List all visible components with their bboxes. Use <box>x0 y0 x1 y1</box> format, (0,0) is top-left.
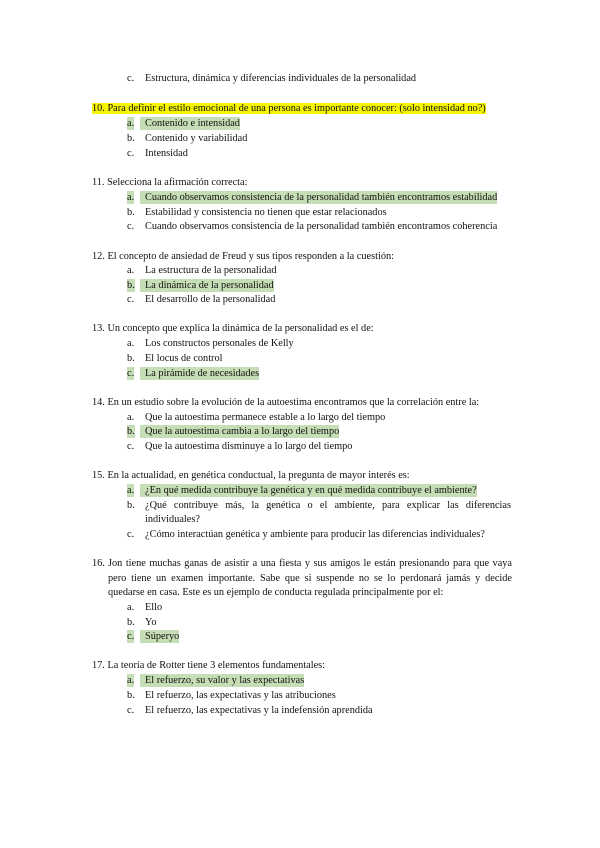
option-letter: a. <box>127 485 135 496</box>
question-17 <box>92 659 325 672</box>
option-text: Intensidad <box>145 148 188 159</box>
correct-answer: La pirámide de necesidades <box>140 367 259 380</box>
option-letter: c. <box>127 368 135 379</box>
option-letter: c. <box>127 148 135 159</box>
question-text-line: quedarse en casa. Este es un ejemplo de conducta regulada principalmente por el: <box>108 587 444 598</box>
option-text: La estructura de la personalidad <box>145 265 277 276</box>
option-letter: c. <box>127 294 135 305</box>
question-text: Para definir el estilo emocional de una persona es importante conocer: (solo intensidad no?) <box>107 103 486 114</box>
question-text: En la actualidad, en genética conductual, la pregunta de mayor interés es: <box>107 470 410 481</box>
question-number: 13. <box>92 323 105 334</box>
question-13 <box>92 322 374 335</box>
question-15 <box>92 469 410 482</box>
option-letter: b. <box>127 500 135 511</box>
option-text: Estructura, dinámica y diferencias individuales de la personalidad <box>145 73 417 84</box>
option-letter: b. <box>127 280 135 291</box>
option-text: Cuando observamos consistencia de la personalidad también encontramos coherencia <box>145 221 498 232</box>
question-number: 11. <box>92 177 105 188</box>
option-letter: b. <box>127 133 135 144</box>
option-text: Los constructos personales de Kelly <box>145 338 294 349</box>
correct-answer: Cuando observamos consistencia de la personalidad también encontramos estabilidad <box>140 191 497 204</box>
option-letter: c. <box>127 529 135 540</box>
option-letter: c. <box>127 631 135 642</box>
question-text: En un estudio sobre la evolución de la autoestima encontramos que la correlación entre la: <box>107 397 480 408</box>
option-letter: a. <box>127 602 135 613</box>
option-text: Que la autoestima permanece estable a lo largo del tiempo <box>145 412 386 423</box>
option-text: El desarrollo de la personalidad <box>145 294 276 305</box>
option-text: Que la autoestima disminuye a lo largo del tiempo <box>145 441 353 452</box>
option-text: ¿Cómo interactúan genética y ambiente para producir las diferencias individuales? <box>145 529 485 540</box>
option-text: Ello <box>145 602 163 613</box>
correct-answer: El refuerzo, su valor y las expectativas <box>140 674 304 687</box>
question-10 <box>92 102 486 115</box>
option-letter: b. <box>127 353 135 364</box>
question-14 <box>92 396 479 409</box>
question-number: 10. <box>92 103 105 114</box>
option-letter: c. <box>127 705 135 716</box>
option-letter: a. <box>127 412 135 423</box>
option-letter: a. <box>127 192 135 203</box>
option-text-line: individuales? <box>145 514 200 525</box>
option-text: El refuerzo, las expectativas y la indefensión aprendida <box>145 705 373 716</box>
correct-answer: La dinámica de la personalidad <box>140 279 274 292</box>
option-letter: b. <box>127 207 135 218</box>
question-text-line: Jon tiene muchas ganas de asistir a una fiesta y sus amigos le están presionando para que vaya <box>108 558 512 569</box>
option-letter: b. <box>127 426 135 437</box>
question-text: La teoría de Rotter tiene 3 elementos fundamentales: <box>107 660 326 671</box>
correct-answer: Súperyo <box>140 630 179 643</box>
option-letter: c. <box>127 221 135 232</box>
question-number: 14. <box>92 397 105 408</box>
option-text-line: ¿Qué contribuye más, la genética o el ambiente, para explicar las diferencias <box>145 500 511 511</box>
question-number: 17. <box>92 660 105 671</box>
option-letter: a. <box>127 675 135 686</box>
question-11 <box>92 176 247 189</box>
question-number: 12. <box>92 251 105 262</box>
option-letter: a. <box>127 338 135 349</box>
question-text-line: pero tiene un examen importante. Sabe que si suspende no se lo perdonará jamás y decide <box>108 573 512 584</box>
question-text: Un concepto que explica la dinámica de la personalidad es el de: <box>107 323 374 334</box>
option-text: El locus de control <box>145 353 223 364</box>
question-number: 15. <box>92 470 105 481</box>
option-letter: c. <box>127 441 135 452</box>
option-text: Estabilidad y consistencia no tienen que estar relacionados <box>145 207 387 218</box>
option-letter: b. <box>127 690 135 701</box>
question-text: El concepto de ansiedad de Freud y sus tipos responden a la cuestión: <box>107 251 394 262</box>
option-letter: a. <box>127 118 135 129</box>
question-text: Selecciona la afirmación correcta: <box>107 177 248 188</box>
question-12 <box>92 250 394 263</box>
option-letter: a. <box>127 265 135 276</box>
option-letter: c. <box>127 73 135 84</box>
option-text: El refuerzo, las expectativas y las atribuciones <box>145 690 336 701</box>
option-text: Yo <box>145 617 157 628</box>
correct-answer: Contenido e intensidad <box>140 117 240 130</box>
option-letter: b. <box>127 617 135 628</box>
correct-answer: Que la autoestima cambia a lo largo del tiempo <box>140 425 339 438</box>
question-number: 16. <box>92 558 105 569</box>
correct-answer: ¿En qué medida contribuye la genética y en qué medida contribuye el ambiente? <box>140 484 477 497</box>
option-text: Contenido y variabilidad <box>145 133 248 144</box>
